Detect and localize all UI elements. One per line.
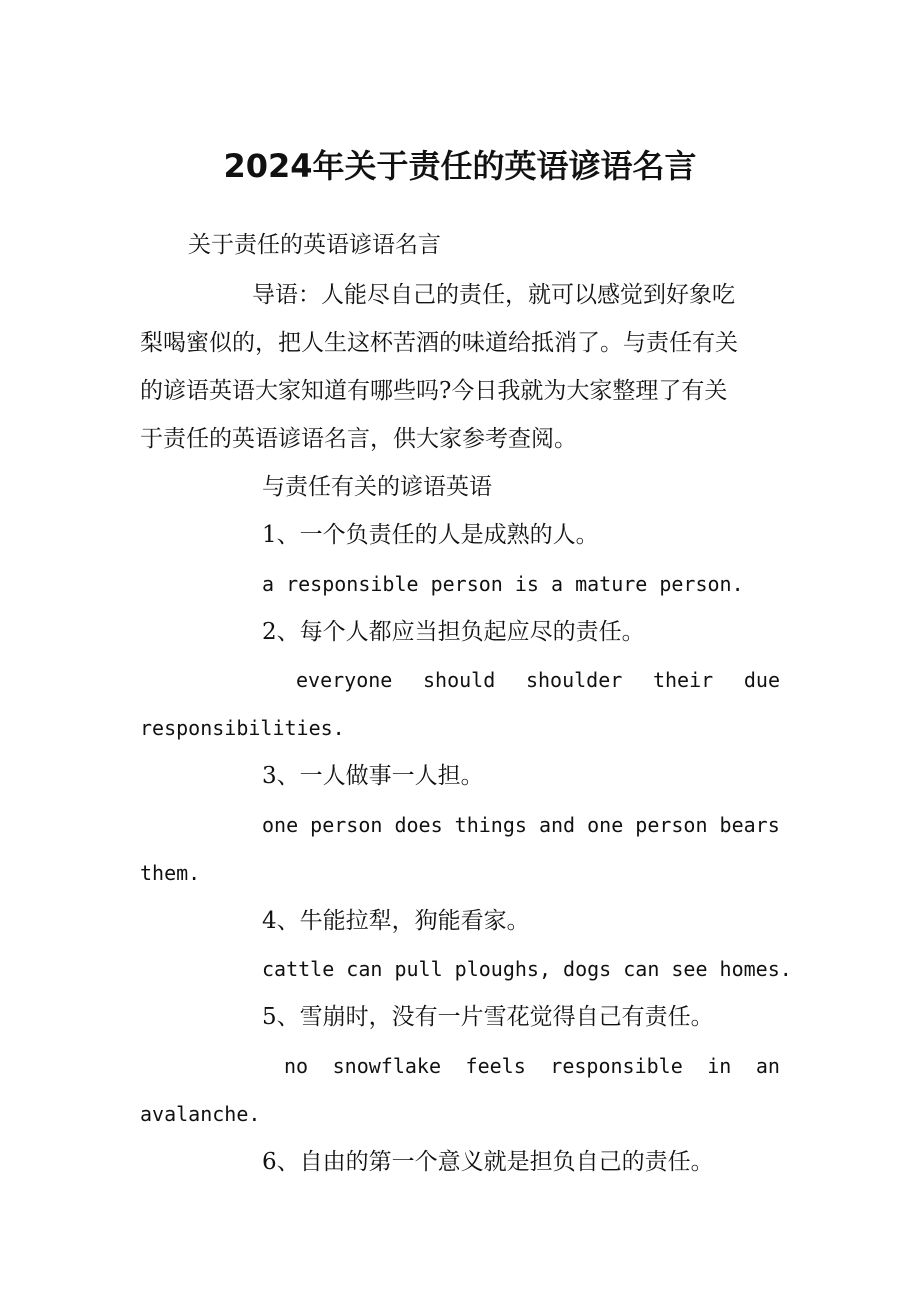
proverb-5-english-line-2: avalanche.: [140, 1102, 261, 1126]
word: everyone: [296, 668, 393, 692]
page-title: 2024年关于责任的英语谚语名言: [223, 147, 697, 185]
intro-line-2: 梨喝蜜似的，把人生这杯苦酒的味道给抵消了。与责任有关: [140, 330, 738, 356]
proverb-6-chinese: 6、自由的第一个意义就是担负自己的责任。: [262, 1149, 714, 1175]
proverb-3-english-line-2: them.: [140, 861, 201, 885]
intro-line-3: 的谚语英语大家知道有哪些吗?今日我就为大家整理了有关: [140, 378, 728, 404]
proverb-4-chinese: 4、牛能拉犁，狗能看家。: [262, 908, 530, 934]
intro-line-4: 于责任的英语谚语名言，供大家参考查阅。: [140, 426, 577, 452]
word: snowflake: [332, 1054, 441, 1078]
proverb-2-english-line-1: [296, 663, 780, 697]
proverb-1-chinese: 1、一个负责任的人是成熟的人。: [262, 522, 599, 548]
word: no: [284, 1054, 309, 1078]
word: shoulder: [525, 668, 623, 692]
word: responsible: [550, 1054, 683, 1078]
word: feels: [465, 1054, 526, 1078]
proverb-1-english: a responsible person is a mature person.: [262, 572, 744, 596]
proverb-3-english-line-1: one person does things and one person bears: [262, 813, 780, 837]
word: should: [423, 668, 496, 692]
proverb-5-english-line-1: [284, 1049, 780, 1083]
subtitle: 关于责任的英语谚语名言: [188, 232, 441, 258]
section-heading: 与责任有关的谚语英语: [262, 474, 492, 500]
word: an: [755, 1054, 780, 1078]
intro-line-1: 导语：人能尽自己的责任，就可以感觉到好象吃: [252, 282, 735, 308]
proverb-5-chinese: 5、雪崩时，没有一片雪花觉得自己有责任。: [262, 1004, 714, 1030]
word: due: [743, 668, 780, 692]
proverb-2-english-line-2: responsibilities.: [140, 716, 345, 740]
word: their: [652, 668, 714, 692]
proverb-2-chinese: 2、每个人都应当担负起应尽的责任。: [262, 619, 645, 645]
word: in: [707, 1054, 732, 1078]
proverb-4-english: cattle can pull ploughs, dogs can see homes.: [262, 957, 792, 981]
proverb-3-chinese: 3、一人做事一人担。: [262, 763, 484, 789]
